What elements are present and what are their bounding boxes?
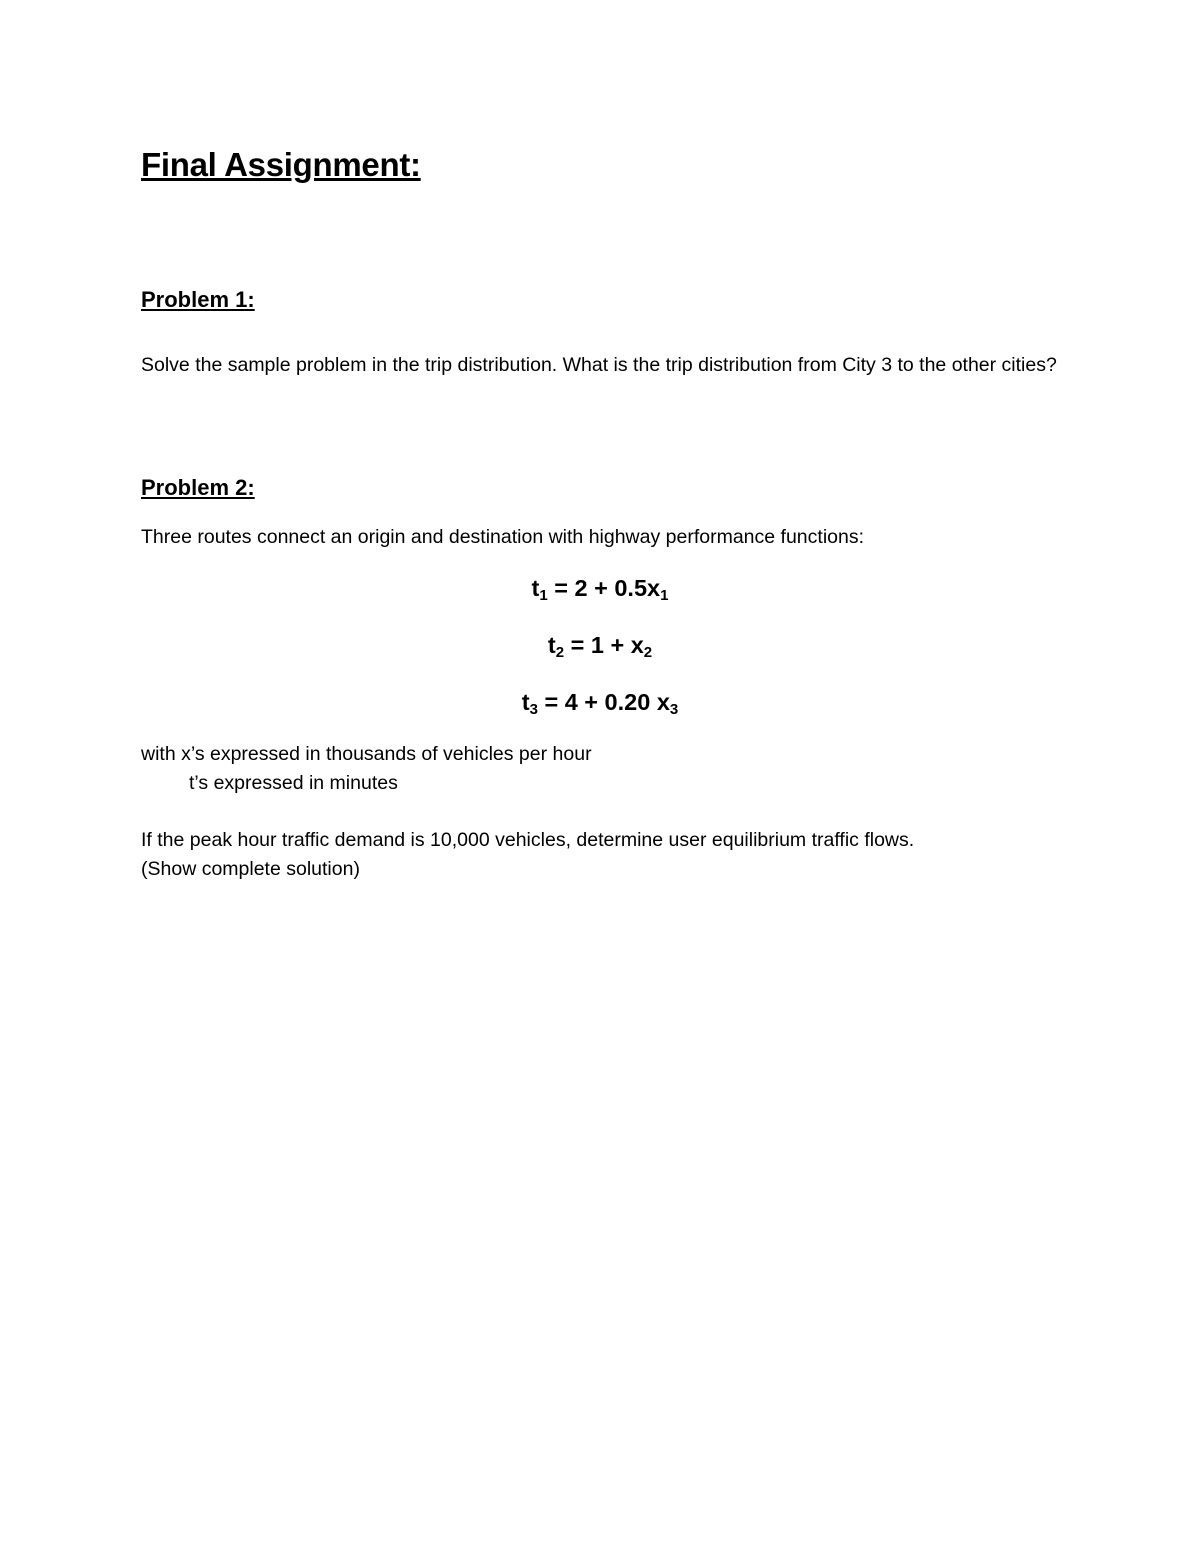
problem-2-question bbox=[141, 826, 1081, 884]
equation-route-3 bbox=[0, 689, 1200, 716]
equation-rhs-subscript: 3 bbox=[669, 701, 679, 718]
equation-rhs: = 4 + 0.20 x bbox=[537, 689, 670, 715]
units-note bbox=[141, 740, 1081, 798]
equation-lhs-subscript: 2 bbox=[555, 644, 565, 661]
units-line-x: with x’s expressed in thousands of vehicles per hour bbox=[141, 743, 592, 765]
equation-lhs: t bbox=[521, 689, 530, 715]
document-title: Final Assignment: bbox=[141, 146, 421, 183]
equation-lhs-subscript: 1 bbox=[539, 587, 548, 604]
equation-route-2 bbox=[0, 632, 1200, 659]
problem-1-heading: Problem 1: bbox=[141, 287, 255, 312]
equation-lhs: t bbox=[547, 632, 556, 658]
problem-2-heading: Problem 2: bbox=[141, 475, 255, 500]
equation-rhs: = 2 + 0.5x bbox=[547, 575, 661, 601]
equation-lhs: t bbox=[531, 575, 540, 601]
units-line-t: t’s expressed in minutes bbox=[189, 772, 398, 794]
question-line: If the peak hour traffic demand is 10,000 vehicles, determine user equilibrium traffic flows. bbox=[141, 829, 915, 851]
equation-rhs-subscript: 1 bbox=[660, 587, 669, 604]
question-note: (Show complete solution) bbox=[141, 858, 360, 880]
problem-2-intro: Three routes connect an origin and destination with highway performance functions: bbox=[141, 526, 865, 548]
equation-rhs-subscript: 2 bbox=[643, 644, 653, 661]
equation-route-1 bbox=[0, 575, 1200, 602]
equation-rhs: = 1 + x bbox=[564, 632, 644, 658]
problem-1-text: Solve the sample problem in the trip distribution. What is the trip distribution from City 3 to the other cities? bbox=[141, 354, 1057, 376]
equation-lhs-subscript: 3 bbox=[529, 701, 538, 718]
